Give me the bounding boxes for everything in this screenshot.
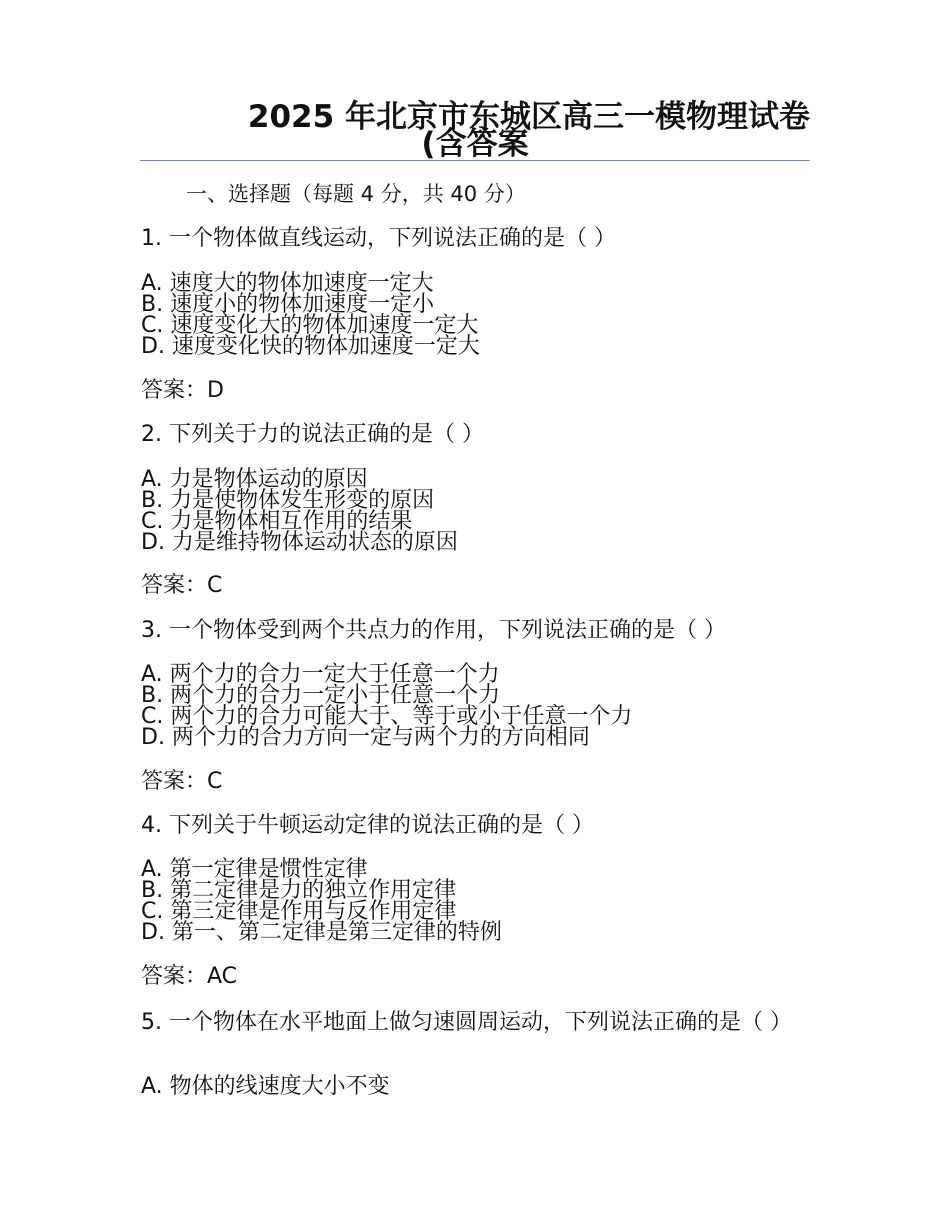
question-3-option-d: D. 两个力的合力方向一定与两个力的方向相同 — [141, 725, 590, 750]
title-line-2: (含答案 — [421, 126, 529, 162]
question-1-option-b: B. 速度小的物体加速度一定小 — [141, 292, 435, 317]
question-5-options — [141, 1076, 390, 1097]
question-4-option-c: C. 第三定律是作用与反作用定律 — [141, 899, 457, 924]
title-line-1: 2025 年北京市东城区高三一模物理试卷 — [247, 99, 810, 135]
question-3-stem: 3. 一个物体受到两个共点力的作用，下列说法正确的是（ ） — [141, 618, 726, 643]
question-2-option-a: A. 力是物体运动的原因 — [141, 467, 368, 492]
title-divider — [140, 160, 810, 161]
question-1-answer: 答案：D — [141, 378, 224, 403]
question-2-option-b: B. 力是使物体发生形变的原因 — [141, 488, 435, 513]
question-4-option-b: B. 第二定律是力的独立作用定律 — [141, 878, 457, 903]
question-3-option-c: C. 两个力的合力可能大于、等于或小于任意一个力 — [141, 704, 633, 729]
question-2-options — [141, 469, 458, 553]
question-2-option-c: C. 力是物体相互作用的结果 — [141, 509, 413, 534]
question-4-stem: 4. 下列关于牛顿运动定律的说法正确的是（ ） — [141, 813, 594, 838]
question-4-option-d: D. 第一、第二定律是第三定律的特例 — [141, 920, 502, 945]
question-1-option-d: D. 速度变化快的物体加速度一定大 — [141, 334, 480, 359]
question-1-option-c: C. 速度变化大的物体加速度一定大 — [141, 313, 479, 338]
question-1-stem: 1. 一个物体做直线运动，下列说法正确的是（ ） — [141, 226, 616, 251]
question-2-stem: 2. 下列关于力的说法正确的是（ ） — [141, 422, 484, 447]
question-4-answer: 答案：AC — [141, 964, 238, 989]
question-3-options — [141, 664, 632, 748]
question-4-options — [141, 859, 502, 943]
question-3-answer: 答案：C — [141, 769, 223, 794]
question-3-option-a: A. 两个力的合力一定大于任意一个力 — [141, 662, 500, 687]
question-1-option-a: A. 速度大的物体加速度一定大 — [141, 271, 434, 296]
question-2-answer: 答案：C — [141, 573, 223, 598]
question-5-stem: 5. 一个物体在水平地面上做匀速圆周运动，下列说法正确的是（ ） — [141, 1010, 792, 1035]
document-title — [140, 99, 810, 162]
question-5-option-a: A. 物体的线速度大小不变 — [141, 1074, 390, 1099]
question-4-option-a: A. 第一定律是惯性定律 — [141, 857, 368, 882]
question-2-option-d: D. 力是维持物体运动状态的原因 — [141, 530, 458, 555]
question-1-options — [141, 273, 480, 357]
question-3-option-b: B. 两个力的合力一定小于任意一个力 — [141, 683, 501, 708]
section-heading: 一、选择题（每题 4 分，共 40 分） — [186, 182, 526, 206]
